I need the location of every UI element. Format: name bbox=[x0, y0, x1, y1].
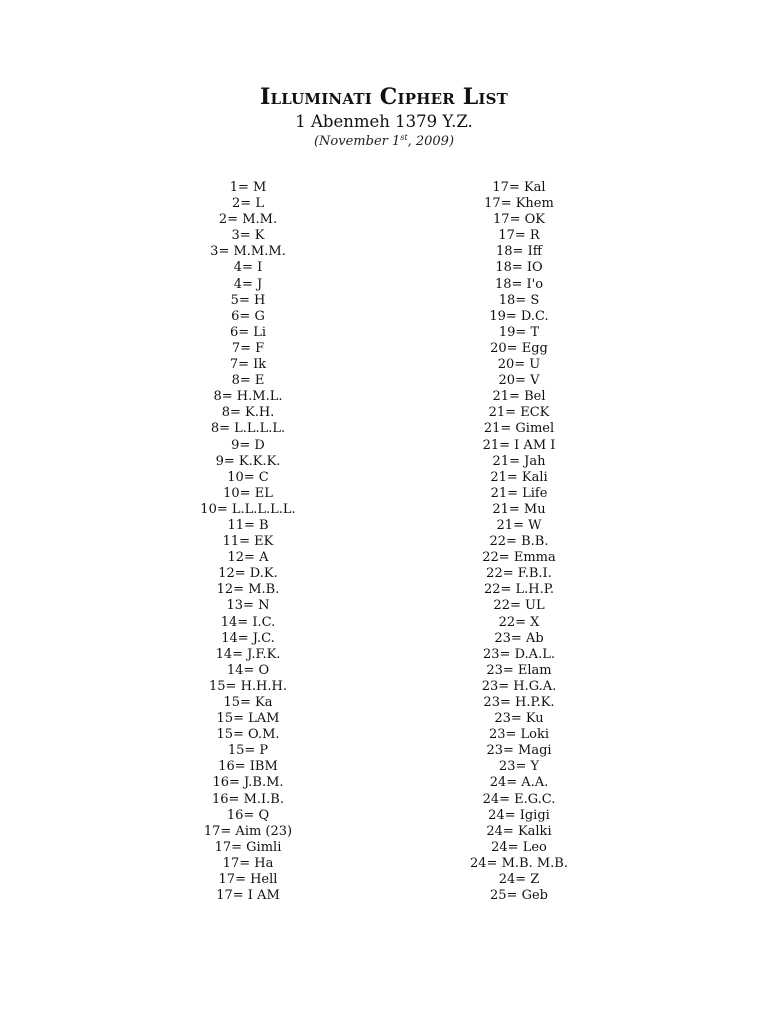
cipher-entry: 10= EL bbox=[223, 485, 273, 501]
cipher-entry: 15= LAM bbox=[216, 711, 280, 727]
cipher-entry: 21= Gimel bbox=[483, 421, 555, 437]
cipher-entry: 21= Jah bbox=[492, 453, 546, 469]
cipher-entry: 18= Iff bbox=[496, 244, 542, 260]
cipher-entry: 23= H.P.K. bbox=[483, 695, 555, 710]
cipher-entry: 9= K.K.K. bbox=[215, 453, 281, 469]
cipher-entry: 13= N bbox=[226, 598, 270, 614]
cipher-entry: 20= V bbox=[498, 373, 540, 389]
cipher-entry: 22= UL bbox=[493, 598, 545, 614]
cipher-entry: 22= L.H.P. bbox=[483, 582, 555, 598]
cipher-entry: 14= J.C. bbox=[221, 630, 275, 646]
cipher-entry: 8= L.L.L.L. bbox=[210, 421, 286, 437]
date-suffix: , 2009) bbox=[407, 134, 455, 149]
cipher-entry: 24= Leo bbox=[491, 839, 547, 855]
date-superscript: st bbox=[400, 133, 408, 142]
cipher-entry: 10= C bbox=[227, 469, 269, 485]
cipher-entry: 24= E.G.C. bbox=[482, 791, 556, 807]
document-subtitle: 1 Abenmeh 1379 Y.Z. bbox=[295, 112, 473, 131]
cipher-entry: 16= J.B.M. bbox=[212, 775, 284, 791]
cipher-entry: 3= K bbox=[231, 228, 265, 244]
cipher-entry: 20= U bbox=[497, 357, 541, 373]
cipher-entry: 17= Aim (23) bbox=[203, 823, 293, 839]
cipher-entry: 8= K.H. bbox=[221, 405, 275, 421]
cipher-entry: 23= Elam bbox=[486, 662, 552, 678]
cipher-entry: 14= I.C. bbox=[220, 614, 276, 630]
cipher-entry: 21= I AM I bbox=[482, 437, 556, 453]
cipher-entry: 16= Q bbox=[226, 807, 270, 823]
cipher-entry: 21= Mu bbox=[492, 501, 546, 517]
cipher-entry: 24= A.A. bbox=[489, 775, 549, 791]
cipher-entry: 18= S bbox=[498, 292, 540, 308]
cipher-entry: 25= Geb bbox=[490, 888, 548, 904]
cipher-entry: 23= Ab bbox=[494, 630, 544, 646]
cipher-entry: 7= F bbox=[231, 340, 265, 356]
cipher-entry: 23= H.G.A. bbox=[481, 678, 557, 694]
cipher-entry: 4= J bbox=[233, 276, 263, 292]
cipher-entry: 22= X bbox=[498, 614, 540, 630]
cipher-entry: 16= IBM bbox=[218, 759, 278, 775]
cipher-entry: 19= D.C. bbox=[489, 308, 549, 324]
cipher-entry: 23= D.A.L. bbox=[483, 646, 555, 662]
cipher-entry: 24= Z bbox=[498, 872, 540, 888]
cipher-entry: 15= H.H.H. bbox=[209, 678, 287, 694]
cipher-entry: 19= T bbox=[498, 324, 540, 340]
cipher-entry: 14= J.F.K. bbox=[215, 646, 281, 662]
cipher-entry: 11= B bbox=[227, 517, 269, 533]
cipher-entry: 23= Magi bbox=[486, 743, 552, 759]
cipher-entry: 17= OK bbox=[493, 212, 545, 228]
cipher-entry: 7= Ik bbox=[229, 357, 267, 373]
cipher-entry: 23= Loki bbox=[488, 727, 550, 743]
cipher-entry: 17= Gimli bbox=[214, 839, 282, 855]
document-date bbox=[0, 133, 768, 151]
cipher-entry: 6= Li bbox=[229, 324, 267, 340]
date-prefix: (November 1 bbox=[313, 134, 401, 149]
cipher-entry: 21= Life bbox=[490, 485, 548, 501]
cipher-entry: 21= Bel bbox=[492, 389, 546, 405]
cipher-entry: 18= I'o bbox=[494, 276, 544, 292]
cipher-entry: 15= Ka bbox=[223, 695, 273, 710]
cipher-entry: 5= H bbox=[230, 292, 266, 308]
cipher-entry: 15= P bbox=[227, 743, 269, 759]
cipher-entry: 15= O.M. bbox=[216, 727, 280, 743]
cipher-entry: 22= Emma bbox=[482, 550, 556, 566]
cipher-entry: 24= Kalki bbox=[486, 823, 552, 839]
cipher-entry: 11= EK bbox=[222, 534, 274, 550]
cipher-entry: 1= M bbox=[229, 180, 267, 195]
cipher-entry: 12= D.K. bbox=[218, 566, 278, 582]
document-title: Illuminati Cipher List bbox=[259, 84, 509, 110]
cipher-entry: 22= B.B. bbox=[489, 534, 549, 550]
cipher-entry: 24= M.B. M.B. bbox=[470, 855, 568, 871]
cipher-entry: 3= M.M.M. bbox=[210, 244, 286, 260]
cipher-entry: 9= D bbox=[231, 437, 265, 453]
cipher-entry: 24= Igigi bbox=[488, 807, 550, 823]
cipher-entry: 2= L bbox=[232, 196, 264, 212]
cipher-entry: 16= M.I.B. bbox=[212, 791, 284, 807]
cipher-entry: 21= ECK bbox=[488, 405, 550, 421]
cipher-entry: 17= Kal bbox=[492, 180, 546, 195]
cipher-entry: 12= A bbox=[227, 550, 269, 566]
cipher-entry: 8= E bbox=[231, 373, 265, 389]
cipher-entry: 2= M.M. bbox=[218, 212, 278, 228]
cipher-entry: 17= Khem bbox=[484, 196, 554, 212]
cipher-entry: 18= IO bbox=[495, 260, 543, 276]
cipher-entry: 23= Y bbox=[498, 759, 540, 775]
cipher-list-left-column bbox=[128, 180, 368, 904]
document-header bbox=[0, 84, 768, 151]
cipher-entry: 17= Hell bbox=[218, 872, 278, 888]
cipher-entry: 4= I bbox=[233, 260, 263, 276]
cipher-entry: 17= I AM bbox=[216, 888, 280, 904]
cipher-entry: 21= W bbox=[496, 517, 542, 533]
cipher-entry: 10= L.L.L.L.L. bbox=[200, 501, 296, 517]
cipher-list-right-column bbox=[399, 180, 639, 904]
cipher-entry: 20= Egg bbox=[490, 340, 548, 356]
cipher-entry: 12= M.B. bbox=[216, 582, 280, 598]
cipher-entry: 8= H.M.L. bbox=[213, 389, 283, 405]
cipher-entry: 6= G bbox=[231, 308, 265, 324]
cipher-entry: 14= O bbox=[226, 662, 270, 678]
cipher-entry: 21= Kali bbox=[490, 469, 548, 485]
cipher-entry: 23= Ku bbox=[494, 711, 544, 727]
cipher-entry: 17= Ha bbox=[222, 855, 274, 871]
cipher-entry: 17= R bbox=[498, 228, 540, 244]
cipher-entry: 22= F.B.I. bbox=[486, 566, 552, 582]
